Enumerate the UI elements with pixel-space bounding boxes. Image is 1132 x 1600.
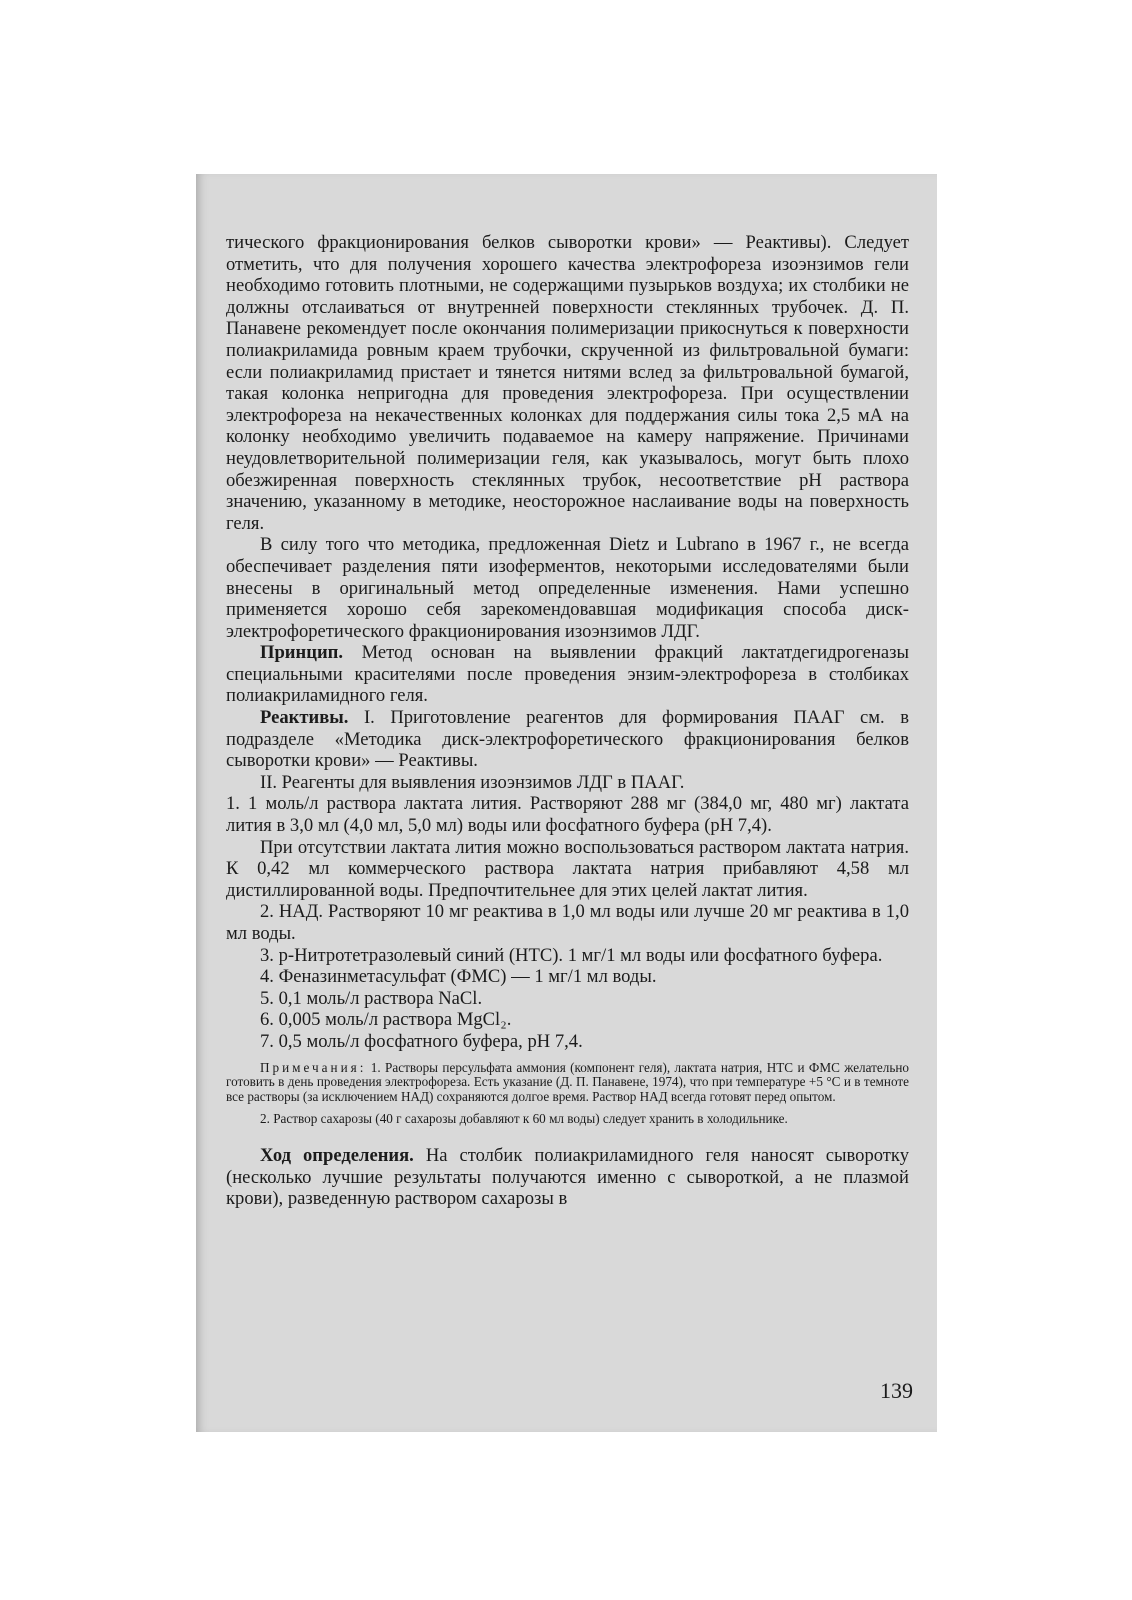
paragraph-reagents: [226, 707, 909, 772]
reagent-item-4: 4. Феназинметасульфат (ФМС) — 1 мг/1 мл воды.: [260, 966, 657, 988]
reagent-item-1: 1. 1 моль/л раствора лактата лития. Растворяют 288 мг (384,0 мг, 480 мг) лактата лития в 3,0 мл (4,0 мл, 5,0 мл) воды или фосфатного буфера (pH 7,4).: [226, 793, 909, 837]
procedure-heading: Ход определения.: [260, 1144, 414, 1166]
paragraph-gel-quality: тического фракционирования белков сыворотки крови» — Реактивы). Следует отметить, что для получения хорошего качества электрофореза изоэнзимов гели необходимо готовить плотными, не содержащими пузырьков воздуха; их столбики не должны отслаиваться от внутренней поверхности стеклянных трубочек. Д. П. Панавене рекомендует после окончания полимеризации прикоснуться к поверхности полиакриламида ровным краем трубочки, скрученной из фильтровальной бумаги: если полиакриламид пристает и тянется нитями вслед за фильтровальной бумагой, такая колонка непригодна для проведения электрофореза. При осуществлении электрофореза на некачественных колонках для поддержания силы тока 2,5 мА на колонку необходимо увеличить подаваемое на камеру напряжение. Причинами неудовлетворительной полимеризации геля, как указывалось, могут быть плохо обезжиренная поверхность стеклянных трубок, несоответствие pH раствора значению, указанному в методике, неосторожное наслаивание воды на поверхность геля.: [226, 232, 909, 534]
page-body: [226, 232, 909, 1210]
procedure-text: На столбик полиакриламидного геля наносят сыворотку (несколько лучшие результаты получаются именно с сывороткой, а не плазмой крови), разведенную раствором сахарозы в: [226, 1144, 909, 1210]
reagent-item-1-alternative: При отсутствии лактата лития можно воспользоваться раствором лактата натрия. К 0,42 мл коммерческого раствора лактата натрия прибавляют 4,58 мл дистиллированной воды. Предпочтительнее для этих целей лактат лития.: [226, 836, 909, 901]
reagents-heading: Реактивы.: [260, 707, 349, 729]
paragraph-procedure: [226, 1145, 909, 1210]
paragraph-principle: [226, 642, 909, 707]
note-2: 2. Раствор сахарозы (40 г сахарозы добавляют к 60 мл воды) следует хранить в холодильнике.: [260, 1111, 788, 1127]
note-1-text: 1. Растворы персульфата аммония (компонент геля), лактата натрия, НТС и ФМС желательно готовить в день проведения электрофореза. Есть указание (Д. П. Панавене, 1974), что при температуре +5 °С и в темноте все растворы (за исключением НАД) сохраняются долгое время. Раствор НАД всегда готовят перед опытом.: [226, 1059, 909, 1104]
notes-heading: Примечания:: [260, 1059, 367, 1075]
note-1: [226, 1061, 909, 1105]
paragraph-method-modification: В силу того что методика, предложенная Dietz и Lubrano в 1967 г., не всегда обеспечивает разделения пяти изоферментов, некоторыми исследователями были внесены в оригинальный метод определенные изменения. Нами успешно применяется хорошо себя зарекомендовавшая модификация способа диск-электрофоретического фракционирования изоэнзимов ЛДГ.: [226, 534, 909, 642]
reagent-item-7: 7. 0,5 моль/л фосфатного буфера, pH 7,4.: [260, 1030, 583, 1052]
reagent-item-2: 2. НАД. Растворяют 10 мг реактива в 1,0 мл воды или лучше 20 мг реактива в 1,0 мл воды.: [226, 901, 909, 944]
principle-heading: Принцип.: [260, 642, 344, 664]
reagent-item-5: 5. 0,1 моль/л раствора NaCl.: [260, 987, 483, 1009]
reagents-text: I. Приготовление реагентов для формирования ПААГ см. в подразделе «Методика диск-электрофоретического фракционирования белков сыворотки крови» — Реактивы.: [226, 707, 909, 772]
reagent-item-6: 6. 0,005 моль/л раствора MgCl₂.: [260, 1009, 512, 1031]
principle-text: Метод основан на выявлении фракций лактатдегидрогеназы специальными красителями после проведения энзим-электрофореза в столбиках полиакриламидного геля.: [226, 642, 909, 707]
reagents-section-ii: II. Реагенты для выявления изоэнзимов ЛДГ в ПААГ.: [260, 771, 685, 793]
scanned-book-page: [196, 174, 937, 1432]
page-number: 139: [880, 1378, 913, 1403]
reagent-item-3: 3. р-Нитротетразолевый синий (НТС). 1 мг/1 мл воды или фосфатного буфера.: [260, 944, 883, 966]
